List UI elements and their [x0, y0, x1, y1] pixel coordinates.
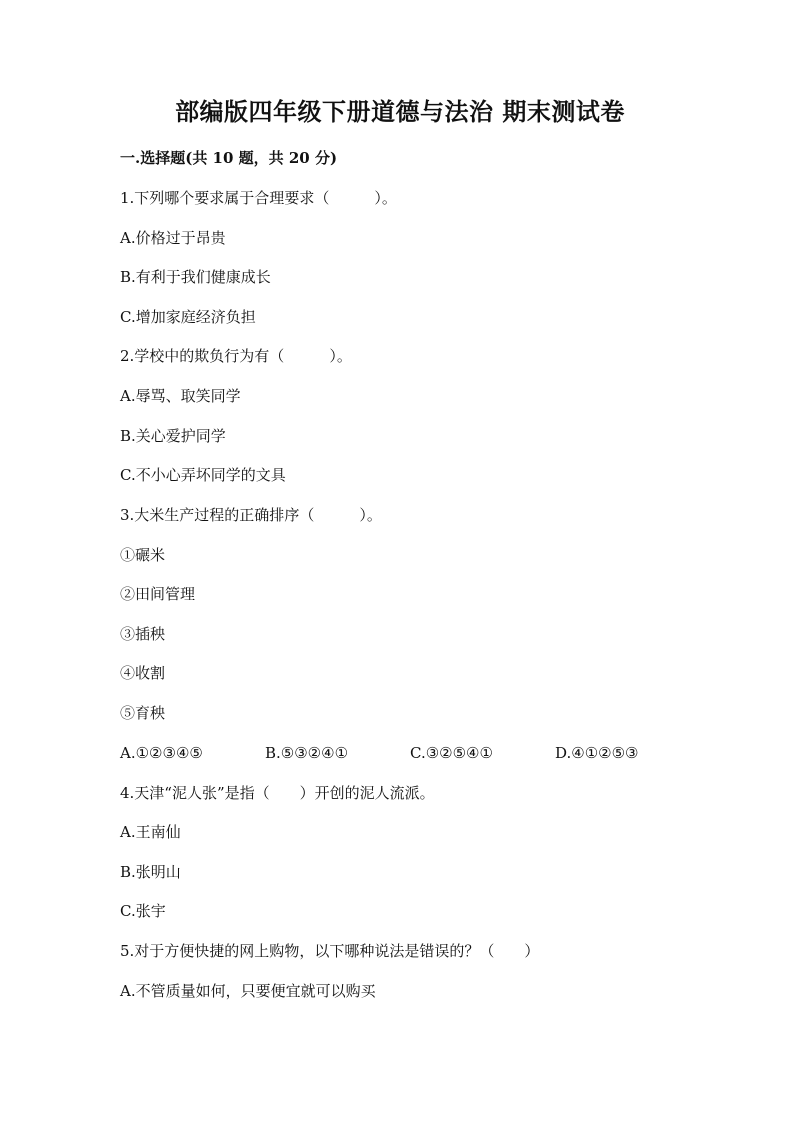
question-1-option-a: A.价格过于昂贵	[120, 229, 226, 247]
question-5-option-a: A.不管质量如何，只要便宜就可以购买	[120, 982, 376, 1000]
question-3-step-3: ③插秧	[120, 625, 166, 643]
question-3-step-5: ⑤育秧	[120, 704, 166, 722]
question-3-option-d: D.④①②⑤③	[555, 744, 639, 762]
question-1-stem: 1.下列哪个要求属于合理要求（ ）。	[120, 189, 397, 207]
question-3-option-a: A.①②③④⑤	[120, 744, 203, 762]
question-3-option-b: B.⑤③②④①	[265, 744, 349, 762]
question-2-option-c: C.不小心弄坏同学的文具	[120, 466, 286, 484]
question-2-option-a: A.辱骂、取笑同学	[120, 387, 241, 405]
page-title: 部编版四年级下册道德与法治 期末测试卷	[175, 97, 625, 126]
section-heading: 一.选择题(共 10 题，共 20 分)	[120, 149, 338, 167]
question-3-stem: 3.大米生产过程的正确排序（ ）。	[120, 506, 382, 524]
question-4-option-a: A.王南仙	[120, 823, 181, 841]
question-5-stem: 5.对于方便快捷的网上购物，以下哪种说法是错误的？（ ）	[120, 942, 540, 960]
question-4-stem: 4.天津“泥人张”是指（ ）开创的泥人流派。	[120, 784, 435, 802]
question-1-option-b: B.有利于我们健康成长	[120, 268, 271, 286]
question-1-option-c: C.增加家庭经济负担	[120, 308, 256, 326]
question-3-step-4: ④收割	[120, 664, 166, 682]
question-2-stem: 2.学校中的欺负行为有（ ）。	[120, 347, 352, 365]
question-3-step-2: ②田间管理	[120, 585, 196, 603]
question-4-option-c: C.张宇	[120, 902, 166, 920]
question-4-option-b: B.张明山	[120, 863, 181, 881]
question-3-option-c: C.③②⑤④①	[410, 744, 493, 762]
question-3-step-1: ①碾米	[120, 546, 166, 564]
question-2-option-b: B.关心爱护同学	[120, 427, 226, 445]
